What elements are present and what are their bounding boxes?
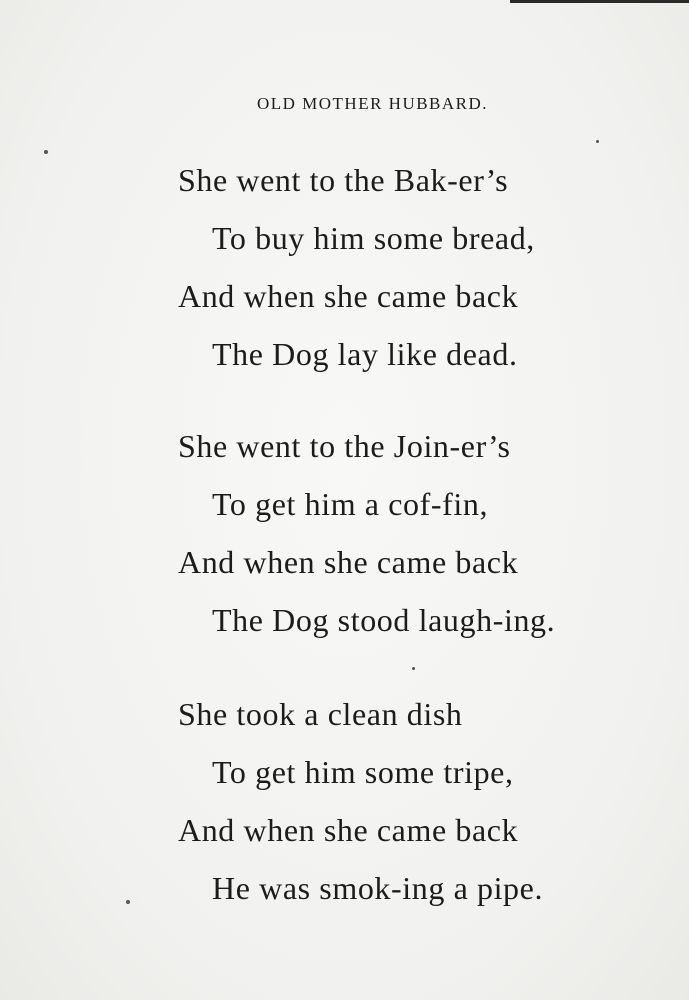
paper-speck xyxy=(412,667,415,670)
verse-line: To get him some tripe, xyxy=(212,754,514,790)
paper-speck xyxy=(44,150,48,154)
stanza-1 xyxy=(178,151,535,383)
paper-speck xyxy=(596,140,599,143)
verse-line: To buy him some bread, xyxy=(212,220,535,256)
verse-line: She went to the Join-er’s xyxy=(178,428,511,464)
paper-speck xyxy=(126,900,130,904)
verse-line: To get him a cof-fin, xyxy=(212,486,489,522)
page-top-edge-shadow xyxy=(510,0,689,3)
verse-line: And when she came back xyxy=(178,812,519,848)
verse-line: The Dog stood laugh-ing. xyxy=(212,602,556,638)
stanza-3 xyxy=(178,685,543,917)
verse-line: He was smok-ing a pipe. xyxy=(212,870,544,906)
verse-line: She took a clean dish xyxy=(178,696,463,732)
running-head: OLD MOTHER HUBBARD. xyxy=(256,94,489,113)
verse-line: She went to the Bak-er’s xyxy=(178,162,509,198)
verse-line: And when she came back xyxy=(178,544,519,580)
stanza-2 xyxy=(178,417,555,649)
verse-line: The Dog lay like dead. xyxy=(212,336,518,372)
verse-line: And when she came back xyxy=(178,278,519,314)
